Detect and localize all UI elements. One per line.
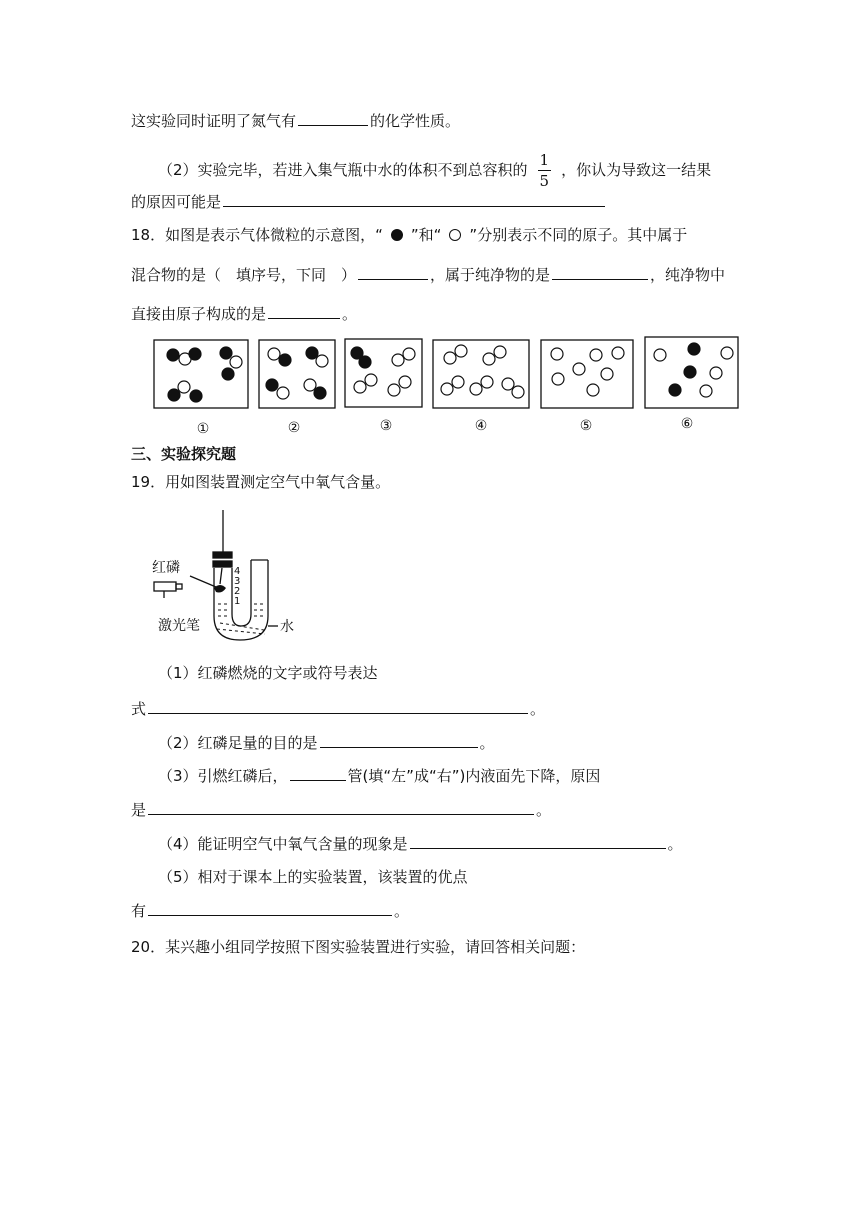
q19-s5-prefix: 有 [131,902,147,920]
q19-s5-line1: （5）相对于课本上的实验装置，该装置的优点 [158,868,468,886]
q19-s4-text: （4）能证明空气中氧气含量的现象是 [158,835,408,853]
q19-s1-line1: （1）红磷燃烧的文字或符号表达 [158,664,378,682]
q19-s2-suffix: 。 [479,734,495,752]
q19-blank-2[interactable] [320,731,478,748]
q19-s1-line2 [131,697,545,720]
q17-blank-2[interactable] [223,190,605,207]
q18-text-b: ”和“ [410,226,442,244]
q19-s1-suffix: 。 [530,700,546,718]
u-tube-apparatus-figure [150,508,350,648]
box-2-label: ② [287,420,301,436]
q19-blank-5[interactable] [410,832,666,849]
q19-s3-line1 [158,764,600,787]
q19-blank-4[interactable] [148,798,534,815]
q18-line1 [131,224,687,246]
box-4 [433,340,529,408]
scale-mark-1: 1 [234,596,241,607]
box-6-label: ⑥ [680,416,694,432]
white-atom-icon [449,229,461,241]
black-atom-icon [391,229,403,241]
q18-blank-pure[interactable] [552,263,648,280]
q18-text-e: ，属于纯净物的是 [430,266,551,284]
q17-line1 [131,109,460,132]
box-3-label: ③ [379,418,393,434]
q19-s5-suffix: 。 [394,902,410,920]
fraction-denominator: 5 [539,172,550,190]
q19-blank-3[interactable] [290,764,346,781]
q19-blank-1[interactable] [148,697,528,714]
q19-s3-line2 [131,798,551,821]
q18-text-h: 。 [342,305,358,323]
q19-s4 [158,832,683,855]
label-water: 水 [280,619,294,635]
q18-blank-atoms[interactable] [268,302,340,319]
q18-line3 [131,302,357,325]
q19-s2 [158,731,495,754]
q18-line2 [131,263,725,286]
q19-blank-6[interactable] [148,899,392,916]
q17-sub2-tail: ，你认为导致这一结果 [561,161,712,179]
q19-s3-suffix: 。 [536,801,552,819]
q19-s1-prefix: 式 [131,700,147,718]
q19-s3-text: （3）引燃红磷后， [158,767,288,785]
q17-sub2-text: （2）实验完毕，若进入集气瓶中水的体积不到总容积的 [158,161,528,179]
scale-mark-4: 4 [234,566,241,577]
q18-text-d: 混合物的是（ 填序号，下同 ） [131,266,357,284]
q19-s5-line2 [131,899,409,922]
q17-line1-tail: 的化学性质。 [370,112,461,130]
q18-blank-mixture[interactable] [358,263,428,280]
box-5-label: ⑤ [579,418,593,434]
q20-stem: 20．某兴趣小组同学按照下图实验装置进行实验，请回答相关问题： [131,938,586,956]
fraction-one-fifth [538,150,552,191]
q18-text-g: 直接由原子构成的是 [131,305,267,323]
fraction-numerator: 1 [539,151,550,169]
q17-sub2-line [158,150,711,191]
q17-line3 [131,190,607,213]
scale-mark-3: 3 [234,576,241,587]
section-3-title: 三、实验探究题 [131,445,237,463]
q18-text-a: 18．如图是表示气体微粒的示意图，“ [131,226,383,244]
box-4-label: ④ [474,418,488,434]
scale-mark-2: 2 [234,586,241,597]
label-laser-pen: 激光笔 [158,618,200,634]
particle-diagram [0,332,860,442]
q19-s3-prefix: 是 [131,801,147,819]
q17-line3-text: 的原因可能是 [131,193,222,211]
box-1-label: ① [196,421,210,437]
q19-stem: 19．用如图装置测定空气中氧气含量。 [131,473,391,491]
q17-line1-text: 这实验同时证明了氮气有 [131,112,297,130]
label-red-phosphorus: 红磷 [152,560,180,576]
q18-text-c: ”分别表示不同的原子。其中属于 [469,226,688,244]
q17-blank-1[interactable] [298,109,368,126]
q19-s4-suffix: 。 [667,835,683,853]
q18-text-f: ，纯净物中 [650,266,726,284]
q19-s3-tail: 管(填“左”成“右”)内液面先下降，原因 [347,767,601,785]
q19-s2-text: （2）红磷足量的目的是 [158,734,318,752]
